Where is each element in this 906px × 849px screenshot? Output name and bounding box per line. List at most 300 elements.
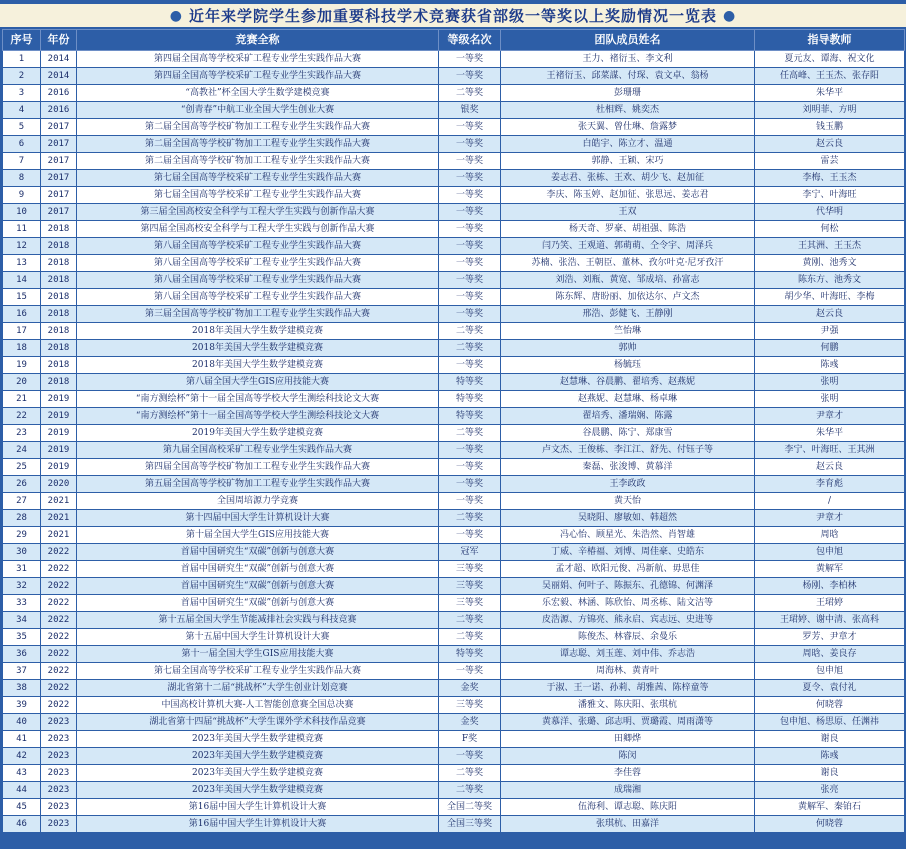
table-row xyxy=(3,731,905,748)
table-row xyxy=(3,68,905,85)
cell-rank: 特等奖 xyxy=(439,408,501,425)
cell-members: 冯心怡、顾星光、朱浩然、肖智雄 xyxy=(501,527,755,544)
cell-rank: 三等奖 xyxy=(439,697,501,714)
table-row xyxy=(3,374,905,391)
cell-advisor: / xyxy=(755,493,905,510)
cell-advisor: 陈彧 xyxy=(755,748,905,765)
cell-rank: 二等奖 xyxy=(439,782,501,799)
cell-year: 2022 xyxy=(41,544,77,561)
cell-contest: 首届中国研究生“双碳”创新与创意大赛 xyxy=(77,544,439,561)
cell-advisor: 代华明 xyxy=(755,204,905,221)
cell-rank: 三等奖 xyxy=(439,561,501,578)
cell-index: 21 xyxy=(3,391,41,408)
cell-rank: 一等奖 xyxy=(439,170,501,187)
header-index: 序号 xyxy=(3,30,41,51)
cell-members: 黄天怡 xyxy=(501,493,755,510)
cell-rank: 一等奖 xyxy=(439,204,501,221)
table-row xyxy=(3,646,905,663)
cell-index: 11 xyxy=(3,221,41,238)
table-row xyxy=(3,782,905,799)
table-row xyxy=(3,680,905,697)
table-row xyxy=(3,425,905,442)
cell-index: 16 xyxy=(3,306,41,323)
cell-index: 26 xyxy=(3,476,41,493)
cell-advisor: 黄刚、池秀文 xyxy=(755,255,905,272)
cell-advisor: 任高峰、王玉杰、张存阳 xyxy=(755,68,905,85)
cell-members: 刘浩、刘瓶、黄宽、邹成培、孙富志 xyxy=(501,272,755,289)
cell-rank: 一等奖 xyxy=(439,357,501,374)
table-row xyxy=(3,748,905,765)
cell-index: 39 xyxy=(3,697,41,714)
table-row xyxy=(3,527,905,544)
cell-contest: 第七届全国高等学校采矿工程专业学生实践作品大赛 xyxy=(77,187,439,204)
cell-rank: 一等奖 xyxy=(439,306,501,323)
cell-advisor: 尹章才 xyxy=(755,408,905,425)
cell-members: 郭帅 xyxy=(501,340,755,357)
cell-year: 2018 xyxy=(41,306,77,323)
cell-advisor: 陈东方、池秀文 xyxy=(755,272,905,289)
cell-index: 3 xyxy=(3,85,41,102)
cell-advisor: 夏元友、谭海、祝文化 xyxy=(755,51,905,68)
cell-advisor: 张亮 xyxy=(755,782,905,799)
table-row xyxy=(3,408,905,425)
cell-contest: 2023年美国大学生数学建模竞赛 xyxy=(77,765,439,782)
cell-members: 翟培秀、潘瑞娴、陈露 xyxy=(501,408,755,425)
cell-members: 陈东辉、唐盼丽、加依达尔、卢文杰 xyxy=(501,289,755,306)
cell-index: 31 xyxy=(3,561,41,578)
cell-rank: 一等奖 xyxy=(439,238,501,255)
cell-contest: 2018年美国大学生数学建模竞赛 xyxy=(77,340,439,357)
table-row xyxy=(3,187,905,204)
cell-year: 2023 xyxy=(41,714,77,731)
cell-members: 彭珊珊 xyxy=(501,85,755,102)
cell-members: 张天翼、曾仕琳、詹露梦 xyxy=(501,119,755,136)
cell-members: 李佳蓉 xyxy=(501,765,755,782)
cell-members: 孟才超、欧阳元俊、冯新航、毋思佳 xyxy=(501,561,755,578)
cell-contest: 第三届全国高校安全科学与工程大学生实践与创新作品大赛 xyxy=(77,204,439,221)
cell-index: 38 xyxy=(3,680,41,697)
cell-year: 2016 xyxy=(41,85,77,102)
cell-advisor: 谢良 xyxy=(755,765,905,782)
cell-index: 4 xyxy=(3,102,41,119)
table-row xyxy=(3,340,905,357)
cell-year: 2016 xyxy=(41,102,77,119)
cell-contest: 第八届全国大学生GIS应用技能大赛 xyxy=(77,374,439,391)
cell-members: 闫乃笑、王观道、郭萌萌、仝令宇、周泽兵 xyxy=(501,238,755,255)
cell-advisor: 包申旭 xyxy=(755,544,905,561)
cell-index: 6 xyxy=(3,136,41,153)
cell-rank: 三等奖 xyxy=(439,595,501,612)
cell-contest: 2018年美国大学生数学建模竞赛 xyxy=(77,357,439,374)
cell-year: 2017 xyxy=(41,204,77,221)
table-row xyxy=(3,306,905,323)
cell-contest: “创青春”中航工业全国大学生创业大赛 xyxy=(77,102,439,119)
table-row xyxy=(3,357,905,374)
cell-members: 王力、褚衍玉、李文利 xyxy=(501,51,755,68)
table-row xyxy=(3,561,905,578)
cell-rank: 一等奖 xyxy=(439,748,501,765)
cell-rank: 一等奖 xyxy=(439,289,501,306)
cell-year: 2018 xyxy=(41,238,77,255)
cell-rank: 二等奖 xyxy=(439,85,501,102)
table-row xyxy=(3,391,905,408)
table-row xyxy=(3,799,905,816)
table-row xyxy=(3,442,905,459)
table-row xyxy=(3,476,905,493)
cell-rank: 一等奖 xyxy=(439,272,501,289)
cell-rank: 二等奖 xyxy=(439,765,501,782)
cell-members: 邢浩、彭健飞、王静刚 xyxy=(501,306,755,323)
cell-members: 苏楠、张浩、王朝臣、董林、孜尔叶克·尼牙孜汗 xyxy=(501,255,755,272)
cell-members: 伍海利、谭志聪、陈庆阳 xyxy=(501,799,755,816)
cell-members: 吴晓阳、廖敏如、韩超然 xyxy=(501,510,755,527)
cell-index: 30 xyxy=(3,544,41,561)
table-row xyxy=(3,816,905,833)
cell-index: 40 xyxy=(3,714,41,731)
cell-contest: 第七届全国高等学校采矿工程专业学生实践作品大赛 xyxy=(77,170,439,187)
title-banner xyxy=(0,4,906,27)
cell-advisor: 尹强 xyxy=(755,323,905,340)
cell-contest: 首届中国研究生“双碳”创新与创意大赛 xyxy=(77,578,439,595)
table-row xyxy=(3,85,905,102)
cell-year: 2019 xyxy=(41,425,77,442)
cell-rank: 全国二等奖 xyxy=(439,799,501,816)
cell-members: 周海林、黄青叶 xyxy=(501,663,755,680)
cell-members: 乐宏毅、林涵、陈欣怡、周丞栋、陆文洁等 xyxy=(501,595,755,612)
page-title: 近年来学院学生参加重要科技学术竞赛获省部级一等奖以上奖励情况一览表 xyxy=(188,7,717,25)
cell-members: 张琪杭、田嘉洋 xyxy=(501,816,755,833)
table-row xyxy=(3,136,905,153)
table-row xyxy=(3,289,905,306)
bullet-dot-left: ● xyxy=(169,7,183,24)
cell-year: 2021 xyxy=(41,527,77,544)
header-advisor: 指导教师 xyxy=(755,30,905,51)
cell-rank: 特等奖 xyxy=(439,374,501,391)
cell-index: 19 xyxy=(3,357,41,374)
table-row xyxy=(3,697,905,714)
cell-year: 2022 xyxy=(41,595,77,612)
cell-rank: 二等奖 xyxy=(439,612,501,629)
cell-rank: 一等奖 xyxy=(439,221,501,238)
cell-year: 2022 xyxy=(41,680,77,697)
cell-index: 41 xyxy=(3,731,41,748)
cell-rank: 一等奖 xyxy=(439,136,501,153)
cell-year: 2020 xyxy=(41,476,77,493)
cell-advisor: 黄解军、秦铂石 xyxy=(755,799,905,816)
cell-advisor: 黄解军 xyxy=(755,561,905,578)
cell-year: 2019 xyxy=(41,459,77,476)
cell-members: 皮浩源、方锦亮、熊永启、宾志远、史进等 xyxy=(501,612,755,629)
cell-members: 王李政政 xyxy=(501,476,755,493)
header-rank: 等级名次 xyxy=(439,30,501,51)
cell-advisor: 王其洲、王玉杰 xyxy=(755,238,905,255)
cell-advisor: 何松 xyxy=(755,221,905,238)
cell-contest: 第四届全国高等学校采矿工程专业学生实践作品大赛 xyxy=(77,51,439,68)
cell-rank: 二等奖 xyxy=(439,323,501,340)
cell-rank: 一等奖 xyxy=(439,187,501,204)
cell-contest: 2023年美国大学生数学建模竞赛 xyxy=(77,782,439,799)
cell-rank: 特等奖 xyxy=(439,391,501,408)
cell-members: 郭静、王颖、宋巧 xyxy=(501,153,755,170)
cell-year: 2018 xyxy=(41,323,77,340)
cell-index: 12 xyxy=(3,238,41,255)
cell-index: 13 xyxy=(3,255,41,272)
cell-index: 45 xyxy=(3,799,41,816)
cell-members: 秦磊、张浚博、黄慕洋 xyxy=(501,459,755,476)
cell-members: 田卿烨 xyxy=(501,731,755,748)
header-row xyxy=(3,30,905,51)
table-row xyxy=(3,102,905,119)
table-row xyxy=(3,544,905,561)
cell-index: 22 xyxy=(3,408,41,425)
cell-year: 2017 xyxy=(41,136,77,153)
cell-year: 2022 xyxy=(41,629,77,646)
cell-members: 谭志聪、刘玉莲、刘中伟、乔志浩 xyxy=(501,646,755,663)
table-row xyxy=(3,323,905,340)
cell-advisor: 赵云良 xyxy=(755,459,905,476)
cell-index: 1 xyxy=(3,51,41,68)
header-year: 年份 xyxy=(41,30,77,51)
cell-year: 2022 xyxy=(41,663,77,680)
cell-rank: 一等奖 xyxy=(439,476,501,493)
table-row xyxy=(3,51,905,68)
cell-contest: 第十届全国大学生GIS应用技能大赛 xyxy=(77,527,439,544)
cell-advisor: 王珺婷、谢中清、张高科 xyxy=(755,612,905,629)
cell-contest: 第七届全国高等学校采矿工程专业学生实践作品大赛 xyxy=(77,663,439,680)
cell-members: 陈俊杰、林睿辰、余曼乐 xyxy=(501,629,755,646)
cell-contest: 第四届全国高校安全科学与工程大学生实践与创新作品大赛 xyxy=(77,221,439,238)
cell-contest: 第四届全国高等学校矿物加工工程专业学生实践作品大赛 xyxy=(77,459,439,476)
cell-advisor: 李育彪 xyxy=(755,476,905,493)
cell-contest: 湖北省第十二届“挑战杯”大学生创业计划竞赛 xyxy=(77,680,439,697)
cell-rank: 特等奖 xyxy=(439,646,501,663)
cell-year: 2017 xyxy=(41,170,77,187)
table-row xyxy=(3,119,905,136)
table-row xyxy=(3,765,905,782)
cell-members: 竺怡琳 xyxy=(501,323,755,340)
cell-index: 14 xyxy=(3,272,41,289)
table-row xyxy=(3,714,905,731)
cell-advisor: 胡少华、叶海旺、李梅 xyxy=(755,289,905,306)
cell-index: 28 xyxy=(3,510,41,527)
cell-members: 杜相辉、姚奕杰 xyxy=(501,102,755,119)
cell-index: 15 xyxy=(3,289,41,306)
cell-advisor: 何晓蓉 xyxy=(755,697,905,714)
cell-year: 2022 xyxy=(41,578,77,595)
cell-contest: 第16届中国大学生计算机设计大赛 xyxy=(77,799,439,816)
cell-advisor: 周晗、姜良存 xyxy=(755,646,905,663)
table-row xyxy=(3,204,905,221)
cell-advisor: 杨刚、李柏林 xyxy=(755,578,905,595)
header-contest: 竞赛全称 xyxy=(77,30,439,51)
cell-advisor: 王珺婷 xyxy=(755,595,905,612)
header-members: 团队成员姓名 xyxy=(501,30,755,51)
cell-members: 白皓宇、陈立才、温通 xyxy=(501,136,755,153)
cell-index: 32 xyxy=(3,578,41,595)
cell-year: 2023 xyxy=(41,816,77,833)
cell-advisor: 赵云良 xyxy=(755,306,905,323)
cell-year: 2018 xyxy=(41,357,77,374)
cell-index: 7 xyxy=(3,153,41,170)
cell-index: 35 xyxy=(3,629,41,646)
cell-advisor: 罗芳、尹章才 xyxy=(755,629,905,646)
cell-members: 丁威、辛椿福、刘博、周佳豪、史皓东 xyxy=(501,544,755,561)
table-row xyxy=(3,272,905,289)
cell-contest: 第二届全国高等学校矿物加工工程专业学生实践作品大赛 xyxy=(77,119,439,136)
cell-year: 2018 xyxy=(41,272,77,289)
cell-advisor: 朱华平 xyxy=(755,85,905,102)
cell-index: 29 xyxy=(3,527,41,544)
cell-contest: 第三届全国高等学校矿物加工工程专业学生实践作品大赛 xyxy=(77,306,439,323)
cell-rank: 金奖 xyxy=(439,680,501,697)
cell-index: 23 xyxy=(3,425,41,442)
cell-year: 2017 xyxy=(41,119,77,136)
cell-year: 2021 xyxy=(41,510,77,527)
cell-contest: 第五届全国高等学校矿物加工工程专业学生实践作品大赛 xyxy=(77,476,439,493)
cell-contest: 第十五届全国大学生节能减排社会实践与科技竞赛 xyxy=(77,612,439,629)
cell-rank: 二等奖 xyxy=(439,510,501,527)
cell-index: 8 xyxy=(3,170,41,187)
cell-members: 吴丽娟、何叶子、陈振东、孔德锦、何渊泽 xyxy=(501,578,755,595)
cell-advisor: 周晗 xyxy=(755,527,905,544)
cell-advisor: 赵云良 xyxy=(755,136,905,153)
cell-year: 2019 xyxy=(41,408,77,425)
cell-advisor: 尹章才 xyxy=(755,510,905,527)
bullet-dot-right: ● xyxy=(723,7,737,24)
cell-contest: 第十一届全国大学生GIS应用技能大赛 xyxy=(77,646,439,663)
cell-index: 43 xyxy=(3,765,41,782)
cell-year: 2014 xyxy=(41,68,77,85)
cell-members: 王双 xyxy=(501,204,755,221)
cell-index: 5 xyxy=(3,119,41,136)
cell-members: 陈闵 xyxy=(501,748,755,765)
cell-contest: 第十四届中国大学生计算机设计大赛 xyxy=(77,510,439,527)
table-row xyxy=(3,595,905,612)
cell-year: 2018 xyxy=(41,374,77,391)
cell-rank: 一等奖 xyxy=(439,68,501,85)
cell-contest: “南方测绘杯”第十一届全国高等学校大学生测绘科技论文大赛 xyxy=(77,391,439,408)
cell-year: 2019 xyxy=(41,442,77,459)
cell-advisor: 谢良 xyxy=(755,731,905,748)
cell-contest: 第八届全国高等学校采矿工程专业学生实践作品大赛 xyxy=(77,255,439,272)
cell-year: 2022 xyxy=(41,646,77,663)
cell-index: 24 xyxy=(3,442,41,459)
awards-table xyxy=(2,29,905,833)
cell-contest: “高教社”杯全国大学生数学建模竞赛 xyxy=(77,85,439,102)
cell-index: 17 xyxy=(3,323,41,340)
cell-members: 成瑞湘 xyxy=(501,782,755,799)
cell-rank: F奖 xyxy=(439,731,501,748)
cell-index: 42 xyxy=(3,748,41,765)
cell-contest: 2018年美国大学生数学建模竞赛 xyxy=(77,323,439,340)
cell-members: 赵燕妮、赵慧琳、杨卓琳 xyxy=(501,391,755,408)
cell-index: 33 xyxy=(3,595,41,612)
table-row xyxy=(3,510,905,527)
cell-year: 2023 xyxy=(41,799,77,816)
cell-members: 姜志君、张栋、王欢、胡少飞、赵加征 xyxy=(501,170,755,187)
cell-rank: 二等奖 xyxy=(439,340,501,357)
cell-contest: 首届中国研究生“双碳”创新与创意大赛 xyxy=(77,561,439,578)
cell-year: 2014 xyxy=(41,51,77,68)
cell-rank: 一等奖 xyxy=(439,459,501,476)
cell-rank: 二等奖 xyxy=(439,629,501,646)
cell-index: 25 xyxy=(3,459,41,476)
cell-advisor: 包申旭、杨思原、任渊祎 xyxy=(755,714,905,731)
cell-year: 2021 xyxy=(41,493,77,510)
cell-index: 46 xyxy=(3,816,41,833)
table-row xyxy=(3,221,905,238)
cell-year: 2023 xyxy=(41,782,77,799)
cell-contest: 第二届全国高等学校矿物加工工程专业学生实践作品大赛 xyxy=(77,153,439,170)
cell-members: 王褚衍玉、邱菜謀、付琛、袁文卓、翁杨 xyxy=(501,68,755,85)
table-row xyxy=(3,663,905,680)
cell-contest: 第十五届中国大学生计算机设计大赛 xyxy=(77,629,439,646)
cell-contest: 第四届全国高等学校采矿工程专业学生实践作品大赛 xyxy=(77,68,439,85)
cell-year: 2023 xyxy=(41,731,77,748)
table-row xyxy=(3,578,905,595)
cell-members: 赵慧琳、谷晨鹏、翟培秀、赵燕妮 xyxy=(501,374,755,391)
cell-contest: 第九届全国高校采矿工程专业学生实践作品大赛 xyxy=(77,442,439,459)
cell-advisor: 李宁、叶海旺、王其洲 xyxy=(755,442,905,459)
cell-year: 2023 xyxy=(41,765,77,782)
cell-members: 谷晨鹏、陈宁、郑康雪 xyxy=(501,425,755,442)
cell-rank: 一等奖 xyxy=(439,527,501,544)
cell-advisor: 陈彧 xyxy=(755,357,905,374)
cell-members: 李庆、陈玉婷、赵加征、张思远、姜志君 xyxy=(501,187,755,204)
cell-year: 2022 xyxy=(41,697,77,714)
cell-contest: 湖北省第十四届“挑战杯”大学生课外学术科技作品竞赛 xyxy=(77,714,439,731)
cell-year: 2022 xyxy=(41,612,77,629)
cell-contest: 第八届全国高等学校采矿工程专业学生实践作品大赛 xyxy=(77,289,439,306)
cell-rank: 银奖 xyxy=(439,102,501,119)
cell-contest: 第16届中国大学生计算机设计大赛 xyxy=(77,816,439,833)
cell-index: 18 xyxy=(3,340,41,357)
table-row xyxy=(3,493,905,510)
cell-index: 9 xyxy=(3,187,41,204)
table-body xyxy=(3,51,905,833)
cell-advisor: 钱玉鹏 xyxy=(755,119,905,136)
cell-rank: 全国三等奖 xyxy=(439,816,501,833)
cell-advisor: 何鹏 xyxy=(755,340,905,357)
cell-index: 37 xyxy=(3,663,41,680)
cell-year: 2018 xyxy=(41,255,77,272)
cell-members: 杨天奇、罗豪、胡祖强、陈浩 xyxy=(501,221,755,238)
cell-index: 34 xyxy=(3,612,41,629)
cell-rank: 二等奖 xyxy=(439,425,501,442)
cell-year: 2017 xyxy=(41,153,77,170)
cell-rank: 冠军 xyxy=(439,544,501,561)
cell-rank: 一等奖 xyxy=(439,493,501,510)
cell-rank: 三等奖 xyxy=(439,578,501,595)
cell-contest: 第二届全国高等学校矿物加工工程专业学生实践作品大赛 xyxy=(77,136,439,153)
cell-advisor: 李梅、王玉杰 xyxy=(755,170,905,187)
table-row xyxy=(3,629,905,646)
cell-contest: 全国周培源力学竞赛 xyxy=(77,493,439,510)
cell-members: 黄慕洋、张璐、邱志明、贾璐霞、周雨潇等 xyxy=(501,714,755,731)
cell-rank: 一等奖 xyxy=(439,119,501,136)
cell-contest: 第八届全国高等学校采矿工程专业学生实践作品大赛 xyxy=(77,272,439,289)
cell-advisor: 李宁、叶海旺 xyxy=(755,187,905,204)
cell-index: 44 xyxy=(3,782,41,799)
table-row xyxy=(3,153,905,170)
cell-advisor: 张明 xyxy=(755,391,905,408)
cell-year: 2017 xyxy=(41,187,77,204)
cell-index: 10 xyxy=(3,204,41,221)
cell-advisor: 朱华平 xyxy=(755,425,905,442)
cell-year: 2023 xyxy=(41,748,77,765)
cell-year: 2022 xyxy=(41,561,77,578)
cell-rank: 一等奖 xyxy=(439,153,501,170)
